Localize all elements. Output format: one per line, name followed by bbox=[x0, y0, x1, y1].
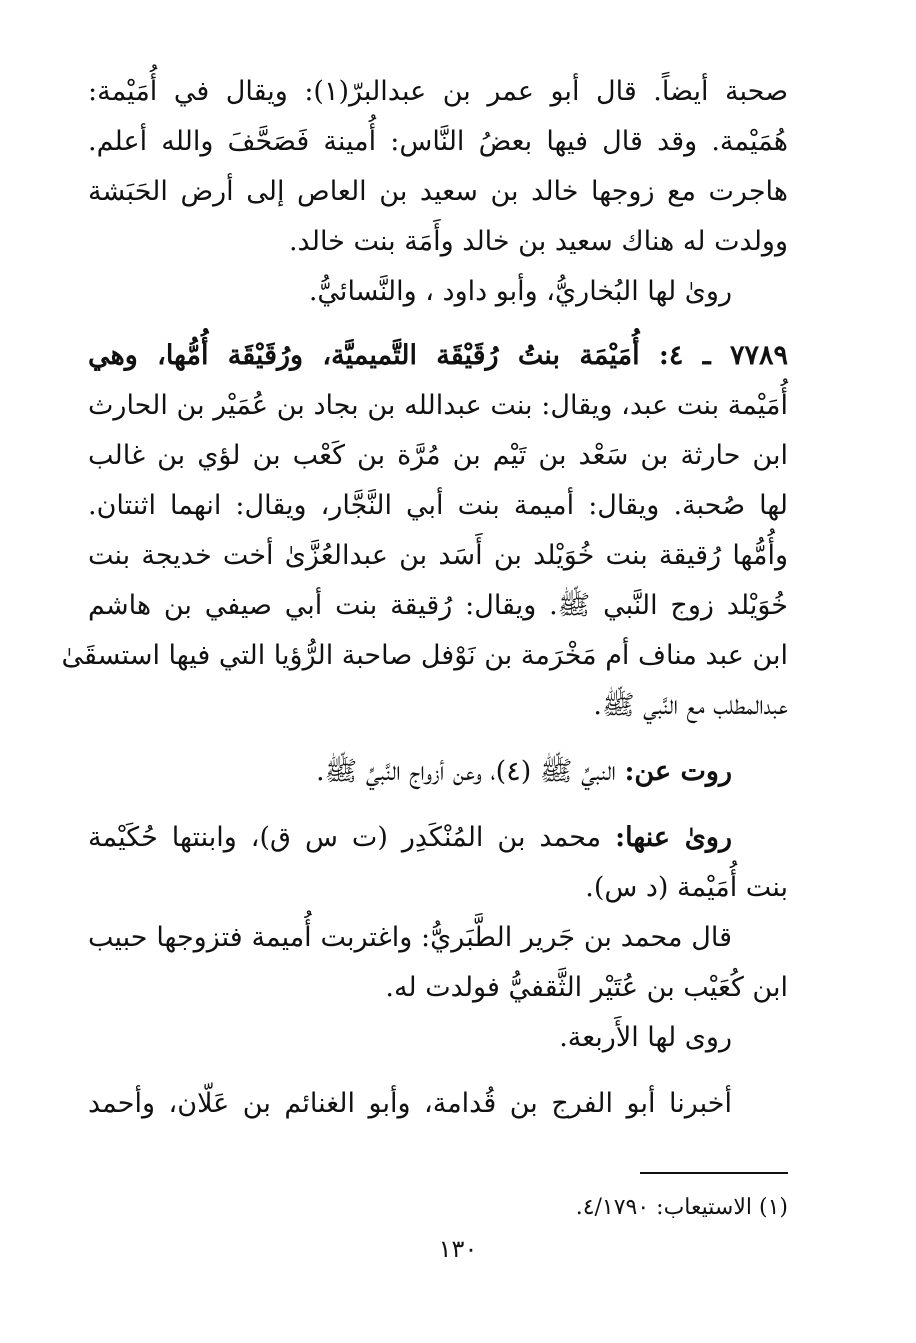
footnote: (١) الاستيعاب: ٤/١٧٩٠. bbox=[575, 1195, 788, 1220]
text-line: هُمَيْمة. وقد قال فيها بعضُ النَّاس: أُمينة فَصَحَّفَ والله أعلم. bbox=[88, 126, 788, 157]
text-line: روى لها الأَربعة. bbox=[559, 1022, 732, 1053]
narrated-by-label: روىٰ عنها: bbox=[615, 822, 733, 853]
text-line: صحبة أيضاً. قال أبو عمر بن عبدالبرّ(١): ويقال في أُمَيْمة: bbox=[88, 76, 788, 107]
entry-heading-7789: ٧٧٨٩ ـ ٤: أُمَيْمَة بنتُ رُقَيْقَة التَّميميَّة، ورُقَيْقَة أُمُّها، وهي bbox=[88, 340, 788, 371]
text-line: ابن عبد مناف أم مَخْرَمة بن نَوْفل صاحبة الرُّؤيا التي فيها استسقَىٰ bbox=[61, 640, 788, 671]
isnad-line: أخبرنا أبو الفرج بن قُدامة، وأبو الغنائم بن عَلّان، وأحمد bbox=[88, 1088, 732, 1119]
text-line: بنت أُمَيْمة (د س). bbox=[585, 872, 788, 903]
narrated-by-line bbox=[88, 818, 732, 858]
text-line: عبدالمطلب مع النَّبي ﷺ. bbox=[593, 690, 788, 721]
text-line: وولدت له هناك سعيد بن خالد وأَمَة بنت خالد. bbox=[288, 226, 788, 257]
narrated-from-line bbox=[88, 752, 732, 792]
text-line: خُوَيْلد زوج النَّبي ﷺ. ويقال: رُقيقة بنت أبي صيفي بن هاشم bbox=[88, 590, 788, 621]
text-line: وأُمُّها رُقيقة بنت خُوَيْلد بن أَسَد بن عبدالعُزَّىٰ أخت خديجة بنت bbox=[88, 540, 788, 571]
text-line: ابن كُعَيْب بن عُتَيْر الثَّقفيُّ فولدت له. bbox=[385, 972, 788, 1003]
text-line: ابن حارثة بن سَعْد بن تَيْم بن مُرَّة بن كَعْب بن لؤي بن غالب bbox=[88, 440, 788, 471]
narrators-line: روىٰ لها البُخاريُّ، وأبو داود ، والنَّسائيُّ. bbox=[308, 276, 732, 307]
text-line: لها صُحبة. ويقال: أميمة بنت أبي النَّجَّار، ويقال: انهما اثنتان. bbox=[88, 490, 788, 521]
footnote-separator bbox=[640, 1172, 788, 1174]
page-number: ١٣٠ bbox=[438, 1235, 478, 1263]
text-line: هاجرت مع زوجها خالد بن سعيد بن العاص إلى أرض الحَبَشة bbox=[88, 176, 788, 207]
narrated-by-text: محمد بن المُنْكَدِر (ت س ق)، وابنتها حُكَيْمة bbox=[88, 822, 602, 853]
narrated-from-label: روت عن: bbox=[624, 756, 732, 787]
text-line: أُمَيْمة بنت عبد، ويقال: بنت عبدالله بن بجاد بن عُمَيْر بن الحارث bbox=[88, 390, 788, 421]
narrated-from-text: النبيِّ ﷺ (٤)، وعن أزواج النَّبيِّ ﷺ. bbox=[316, 756, 616, 787]
text-line: قال محمد بن جَرير الطَّبَريُّ: واغتربت أُميمة فتزوجها حبيب bbox=[88, 922, 732, 953]
